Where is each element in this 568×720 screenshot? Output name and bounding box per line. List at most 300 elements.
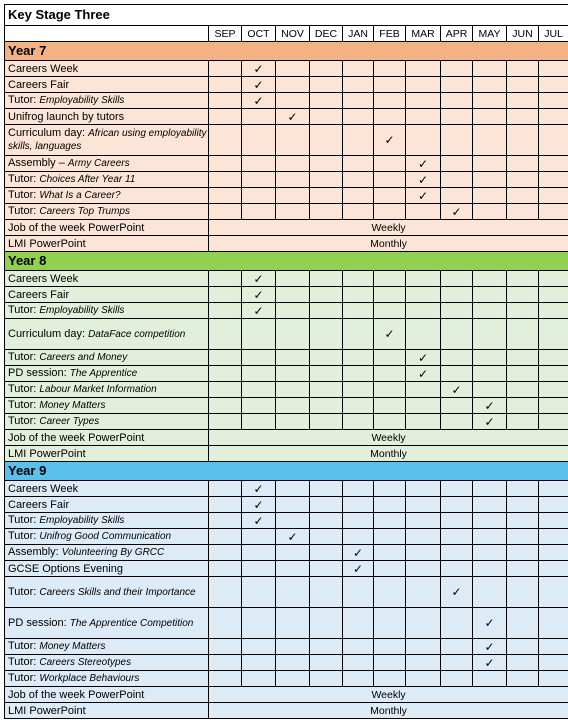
activity-detail: Careers Skills and their Importance: [39, 586, 196, 598]
activity-row: [5, 319, 568, 350]
activity-row: [5, 109, 568, 125]
month-cell-jan: [343, 109, 374, 125]
activity-row: [5, 93, 568, 109]
activity-cell: [5, 93, 209, 109]
activity-detail: Army Careers: [67, 158, 130, 169]
frequency-cell: Monthly: [209, 446, 568, 462]
month-cell-apr: [441, 529, 473, 545]
checkmark-icon: ✓: [242, 481, 276, 497]
activity-cell: [5, 655, 209, 671]
month-cell-oct: [242, 561, 276, 577]
checkmark-icon: ✓: [406, 172, 441, 188]
activity-cell: [5, 639, 209, 655]
checkmark-icon: ✓: [242, 271, 276, 287]
month-cell-oct: [242, 188, 276, 204]
month-cell-apr: [441, 61, 473, 77]
month-cell-jan: [343, 287, 374, 303]
month-cell-apr: [441, 561, 473, 577]
activity-detail: Careers Top Trumps: [39, 206, 130, 217]
month-cell-nov: [276, 61, 310, 77]
activity-label: Careers Fair: [8, 78, 70, 91]
activity-label: Tutor:: [8, 399, 40, 411]
month-cell-jun: [507, 188, 539, 204]
activity-row: [5, 703, 568, 719]
month-cell-sep: [209, 545, 242, 561]
activity-row: [5, 350, 568, 366]
activity-label: Tutor:: [8, 351, 40, 363]
month-cell-oct: [242, 529, 276, 545]
month-cell-dec: [310, 513, 343, 529]
month-cell-may: [473, 77, 507, 93]
month-cell-sep: [209, 172, 242, 188]
month-cell-sep: [209, 319, 242, 350]
activity-row: [5, 366, 568, 382]
month-cell-sep: [209, 561, 242, 577]
month-cell-may: [473, 545, 507, 561]
month-cell-oct: [242, 172, 276, 188]
activity-cell: [5, 287, 209, 303]
activity-label: Careers Week: [8, 272, 79, 285]
month-cell-oct: [242, 608, 276, 639]
activity-row: [5, 545, 568, 561]
month-cell-may: [473, 271, 507, 287]
activity-cell: [5, 61, 209, 77]
month-cell-may: [473, 529, 507, 545]
month-header-row: [5, 26, 568, 42]
month-cell-jan: [343, 61, 374, 77]
month-cell-feb: [374, 561, 406, 577]
month-cell-dec: [310, 77, 343, 93]
month-cell-may: [473, 481, 507, 497]
activity-cell: [5, 303, 209, 319]
month-cell-dec: [310, 398, 343, 414]
month-header-apr: APR: [441, 26, 473, 42]
month-cell-jun: [507, 172, 539, 188]
month-cell-jan: [343, 271, 374, 287]
activity-detail: What Is a Career?: [39, 190, 121, 201]
month-cell-jul: [539, 61, 568, 77]
month-cell-dec: [310, 655, 343, 671]
month-cell-mar: [406, 61, 441, 77]
month-cell-feb: [374, 398, 406, 414]
month-cell-jan: [343, 639, 374, 655]
month-cell-apr: [441, 398, 473, 414]
month-cell-may: [473, 303, 507, 319]
section-title: Year 9: [5, 462, 568, 481]
month-cell-may: [473, 366, 507, 382]
month-header-dec: DEC: [310, 26, 343, 42]
activity-label: GCSE Options Evening: [8, 562, 123, 575]
month-cell-nov: [276, 77, 310, 93]
month-cell-jun: [507, 319, 539, 350]
month-cell-jul: [539, 561, 568, 577]
month-cell-may: [473, 671, 507, 687]
activity-row: [5, 446, 568, 462]
month-cell-nov: [276, 497, 310, 513]
month-cell-jan: [343, 156, 374, 172]
month-cell-jul: [539, 382, 568, 398]
activity-label: Tutor:: [8, 205, 40, 217]
month-cell-jul: [539, 513, 568, 529]
month-cell-may: [473, 172, 507, 188]
month-cell-jan: [343, 188, 374, 204]
month-cell-apr: [441, 639, 473, 655]
activity-detail: The Apprentice Competition: [69, 617, 194, 629]
month-header-nov: NOV: [276, 26, 310, 42]
checkmark-icon: ✓: [276, 109, 310, 125]
month-cell-jun: [507, 93, 539, 109]
month-cell-nov: [276, 303, 310, 319]
activity-label: Tutor:: [8, 656, 40, 668]
activity-cell: [5, 577, 209, 608]
month-cell-dec: [310, 61, 343, 77]
activity-label: LMI PowerPoint: [8, 447, 86, 460]
month-cell-jun: [507, 414, 539, 430]
activity-row: [5, 398, 568, 414]
month-cell-apr: [441, 608, 473, 639]
month-cell-dec: [310, 172, 343, 188]
month-cell-jul: [539, 109, 568, 125]
month-cell-may: [473, 382, 507, 398]
month-cell-apr: [441, 350, 473, 366]
month-cell-nov: [276, 513, 310, 529]
month-cell-jul: [539, 577, 568, 608]
month-cell-may: [473, 188, 507, 204]
activity-detail: Employability Skills: [39, 305, 125, 316]
month-cell-dec: [310, 497, 343, 513]
month-cell-apr: [441, 497, 473, 513]
month-cell-dec: [310, 529, 343, 545]
month-cell-jun: [507, 61, 539, 77]
month-cell-feb: [374, 204, 406, 220]
month-cell-jan: [343, 172, 374, 188]
month-cell-sep: [209, 608, 242, 639]
activity-row: [5, 639, 568, 655]
month-cell-sep: [209, 382, 242, 398]
month-cell-mar: [406, 671, 441, 687]
month-cell-sep: [209, 271, 242, 287]
activity-label: Job of the week PowerPoint: [8, 688, 145, 701]
month-cell-jan: [343, 125, 374, 156]
month-cell-apr: [441, 319, 473, 350]
activity-row: [5, 172, 568, 188]
month-cell-jun: [507, 109, 539, 125]
month-cell-feb: [374, 513, 406, 529]
month-cell-jun: [507, 545, 539, 561]
frequency-cell: Monthly: [209, 236, 568, 252]
activity-detail: Labour Market Information: [39, 384, 157, 395]
activity-detail: Careers Stereotypes: [39, 657, 132, 668]
month-cell-jan: [343, 497, 374, 513]
month-cell-sep: [209, 350, 242, 366]
activity-label: Tutor:: [8, 585, 40, 598]
month-cell-sep: [209, 671, 242, 687]
activity-detail: Employability Skills: [39, 95, 125, 106]
month-cell-jun: [507, 497, 539, 513]
activity-row: [5, 430, 568, 446]
month-cell-feb: [374, 271, 406, 287]
month-header-oct: OCT: [242, 26, 276, 42]
month-cell-jan: [343, 655, 374, 671]
month-cell-dec: [310, 545, 343, 561]
activity-cell: [5, 188, 209, 204]
month-cell-dec: [310, 382, 343, 398]
month-cell-jul: [539, 366, 568, 382]
month-cell-dec: [310, 561, 343, 577]
activity-label: Careers Week: [8, 482, 79, 495]
month-cell-sep: [209, 529, 242, 545]
activity-label: Careers Fair: [8, 288, 70, 301]
month-cell-jul: [539, 172, 568, 188]
month-cell-may: [473, 93, 507, 109]
month-cell-nov: [276, 204, 310, 220]
checkmark-icon: ✓: [242, 303, 276, 319]
month-cell-mar: [406, 93, 441, 109]
month-cell-may: [473, 350, 507, 366]
activity-detail: Employability Skills: [39, 515, 125, 526]
month-cell-dec: [310, 414, 343, 430]
month-header-sep: SEP: [209, 26, 242, 42]
month-cell-jul: [539, 156, 568, 172]
checkmark-icon: ✓: [242, 93, 276, 109]
checkmark-icon: ✓: [343, 545, 374, 561]
month-cell-jan: [343, 577, 374, 608]
month-cell-dec: [310, 93, 343, 109]
month-cell-oct: [242, 204, 276, 220]
frequency-cell: Weekly: [209, 687, 568, 703]
month-cell-jul: [539, 350, 568, 366]
activity-detail: Workplace Behaviours: [39, 673, 140, 684]
activity-row: [5, 188, 568, 204]
activity-detail: The Apprentice: [69, 368, 138, 379]
month-cell-jul: [539, 271, 568, 287]
activity-cell: [5, 382, 209, 398]
checkmark-icon: ✓: [473, 608, 507, 639]
month-cell-jan: [343, 608, 374, 639]
month-cell-may: [473, 61, 507, 77]
month-cell-oct: [242, 319, 276, 350]
checkmark-icon: ✓: [473, 655, 507, 671]
month-cell-sep: [209, 156, 242, 172]
month-cell-jan: [343, 671, 374, 687]
month-cell-oct: [242, 156, 276, 172]
activity-cell: [5, 350, 209, 366]
month-cell-jul: [539, 287, 568, 303]
month-cell-may: [473, 319, 507, 350]
month-cell-feb: [374, 93, 406, 109]
month-cell-dec: [310, 188, 343, 204]
month-cell-nov: [276, 125, 310, 156]
month-cell-jun: [507, 655, 539, 671]
activity-cell: [5, 77, 209, 93]
activity-cell: [5, 430, 209, 446]
month-cell-nov: [276, 671, 310, 687]
activity-label: LMI PowerPoint: [8, 704, 86, 717]
activity-label: PD session:: [8, 616, 70, 629]
month-cell-mar: [406, 561, 441, 577]
month-header-feb: FEB: [374, 26, 406, 42]
activity-cell: [5, 156, 209, 172]
month-cell-jan: [343, 303, 374, 319]
month-cell-sep: [209, 639, 242, 655]
month-cell-dec: [310, 125, 343, 156]
month-cell-mar: [406, 271, 441, 287]
month-cell-jul: [539, 639, 568, 655]
month-cell-dec: [310, 366, 343, 382]
month-header-jul: JUL: [539, 26, 568, 42]
activity-label: Curriculum day:: [8, 327, 89, 340]
month-cell-feb: [374, 350, 406, 366]
checkmark-icon: ✓: [276, 529, 310, 545]
month-cell-oct: [242, 125, 276, 156]
month-cell-jun: [507, 382, 539, 398]
activity-row: [5, 687, 568, 703]
month-cell-jun: [507, 303, 539, 319]
activity-label: Unifrog launch by tutors: [8, 110, 125, 123]
month-cell-jan: [343, 319, 374, 350]
month-cell-sep: [209, 204, 242, 220]
checkmark-icon: ✓: [242, 77, 276, 93]
activity-label: Job of the week PowerPoint: [8, 221, 145, 234]
month-cell-feb: [374, 414, 406, 430]
activity-cell: [5, 319, 209, 350]
month-header-jun: JUN: [507, 26, 539, 42]
month-cell-jun: [507, 366, 539, 382]
month-cell-mar: [406, 608, 441, 639]
month-cell-jun: [507, 577, 539, 608]
month-cell-dec: [310, 608, 343, 639]
month-cell-feb: [374, 382, 406, 398]
month-header-jan: JAN: [343, 26, 374, 42]
month-cell-jul: [539, 204, 568, 220]
activity-row: [5, 497, 568, 513]
activity-cell: [5, 703, 209, 719]
activity-row: [5, 220, 568, 236]
activity-label: Curriculum day:: [8, 127, 89, 139]
checkmark-icon: ✓: [406, 156, 441, 172]
month-cell-feb: [374, 577, 406, 608]
checkmark-icon: ✓: [242, 61, 276, 77]
checkmark-icon: ✓: [242, 497, 276, 513]
activity-row: [5, 655, 568, 671]
activity-label: Careers Week: [8, 62, 79, 75]
activity-cell: [5, 497, 209, 513]
month-cell-may: [473, 156, 507, 172]
activity-row: [5, 481, 568, 497]
activity-row: [5, 577, 568, 608]
month-cell-jul: [539, 319, 568, 350]
activity-label: Job of the week PowerPoint: [8, 431, 145, 444]
month-cell-jul: [539, 608, 568, 639]
month-cell-nov: [276, 93, 310, 109]
month-cell-feb: [374, 529, 406, 545]
month-cell-jun: [507, 608, 539, 639]
activity-label: Tutor:: [8, 672, 40, 684]
month-cell-mar: [406, 513, 441, 529]
month-cell-oct: [242, 545, 276, 561]
month-cell-apr: [441, 125, 473, 156]
month-cell-feb: [374, 77, 406, 93]
month-cell-apr: [441, 414, 473, 430]
month-cell-sep: [209, 497, 242, 513]
month-cell-apr: [441, 671, 473, 687]
month-cell-jun: [507, 671, 539, 687]
month-cell-dec: [310, 639, 343, 655]
month-cell-feb: [374, 109, 406, 125]
activity-cell: [5, 204, 209, 220]
activity-cell: [5, 529, 209, 545]
checkmark-icon: ✓: [374, 319, 406, 350]
month-cell-jun: [507, 125, 539, 156]
activity-label: Tutor:: [8, 189, 40, 201]
month-cell-sep: [209, 109, 242, 125]
month-cell-jun: [507, 481, 539, 497]
month-cell-feb: [374, 671, 406, 687]
month-cell-sep: [209, 188, 242, 204]
section-title: Year 7: [5, 42, 568, 61]
month-cell-nov: [276, 655, 310, 671]
month-cell-jan: [343, 398, 374, 414]
activity-label: Tutor:: [8, 94, 40, 106]
month-cell-sep: [209, 125, 242, 156]
section-header-row: [5, 462, 568, 481]
month-cell-dec: [310, 319, 343, 350]
month-cell-feb: [374, 545, 406, 561]
checkmark-icon: ✓: [374, 125, 406, 156]
month-cell-nov: [276, 577, 310, 608]
month-cell-jul: [539, 481, 568, 497]
activity-label: Careers Fair: [8, 498, 70, 511]
activity-label: Assembly:: [8, 546, 62, 558]
checkmark-icon: ✓: [441, 382, 473, 398]
activity-cell: [5, 172, 209, 188]
activity-row: [5, 303, 568, 319]
month-cell-apr: [441, 109, 473, 125]
activity-cell: [5, 481, 209, 497]
month-cell-jan: [343, 529, 374, 545]
activity-cell: [5, 125, 209, 156]
month-cell-nov: [276, 287, 310, 303]
month-header-mar: MAR: [406, 26, 441, 42]
activity-cell: [5, 671, 209, 687]
month-cell-apr: [441, 93, 473, 109]
month-cell-oct: [242, 671, 276, 687]
month-cell-may: [473, 204, 507, 220]
month-cell-jan: [343, 77, 374, 93]
month-cell-jul: [539, 93, 568, 109]
month-cell-nov: [276, 608, 310, 639]
activity-cell: [5, 561, 209, 577]
month-cell-mar: [406, 125, 441, 156]
month-cell-feb: [374, 287, 406, 303]
month-cell-mar: [406, 497, 441, 513]
checkmark-icon: ✓: [441, 577, 473, 608]
month-cell-oct: [242, 398, 276, 414]
checkmark-icon: ✓: [473, 398, 507, 414]
month-cell-dec: [310, 671, 343, 687]
month-cell-mar: [406, 303, 441, 319]
checkmark-icon: ✓: [406, 350, 441, 366]
month-cell-mar: [406, 398, 441, 414]
month-cell-dec: [310, 303, 343, 319]
month-cell-mar: [406, 577, 441, 608]
month-cell-sep: [209, 513, 242, 529]
month-cell-nov: [276, 414, 310, 430]
month-cell-feb: [374, 156, 406, 172]
month-cell-feb: [374, 608, 406, 639]
month-cell-jan: [343, 382, 374, 398]
section-header-row: [5, 252, 568, 271]
